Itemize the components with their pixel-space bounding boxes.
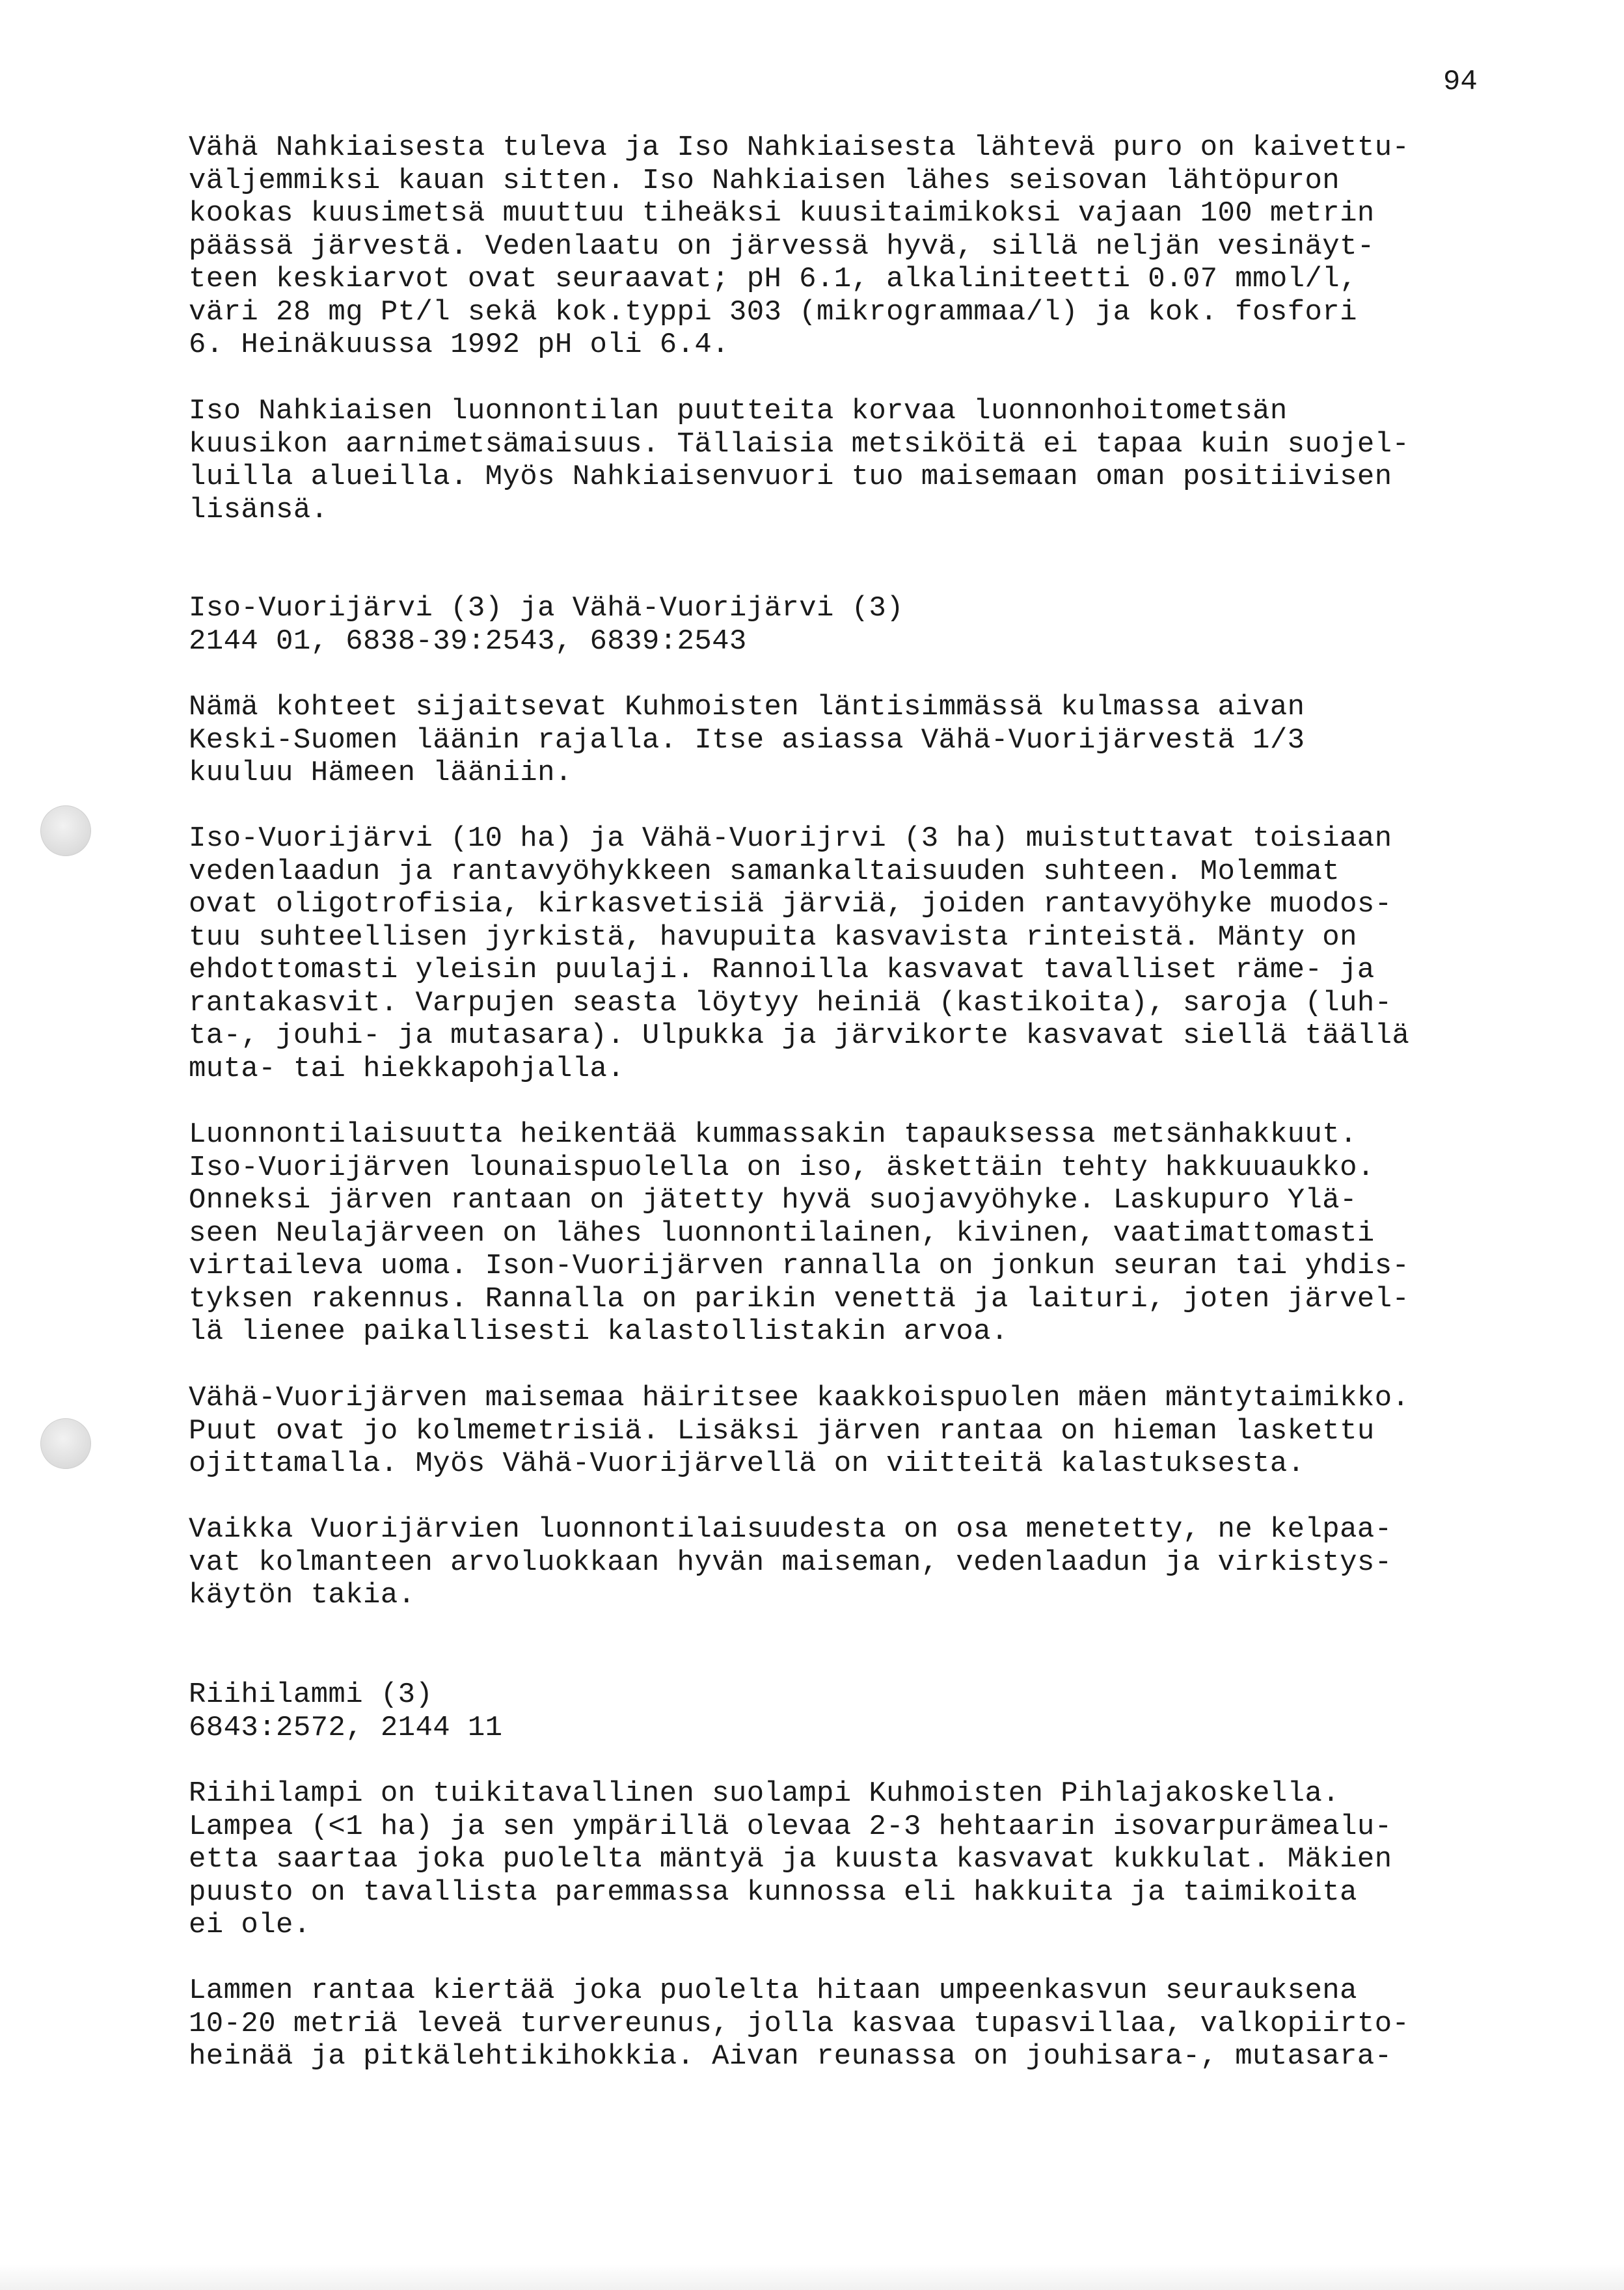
text-line: Iso Nahkiaisen luonnontilan puutteita korvaa luonnonhoitometsän [189, 395, 1288, 427]
text-line: luilla alueilla. Myös Nahkiaisenvuori tuo maisemaan oman positiivisen [189, 461, 1392, 493]
text-line: Keski-Suomen läänin rajalla. Itse asiassa Vähä-Vuorijärvestä 1/3 [189, 723, 1305, 757]
text-line: Riihilammi (3) [189, 1678, 433, 1711]
text-line: Vähä Nahkiaisesta tuleva ja Iso Nahkiaisesta lähtevä puro on kaivettu- [189, 131, 1410, 164]
text-line: muta- tai hiekkapohjalla. [189, 1052, 625, 1085]
text-line: ta-, jouhi- ja mutasara). Ulpukka ja järvikorte kasvavat siellä täällä [189, 1019, 1410, 1052]
punch-hole-icon [40, 805, 91, 856]
text-line: 2144 01, 6838-39:2543, 6839:2543 [189, 625, 747, 658]
section-heading-vuorijarvi [189, 592, 1522, 658]
paragraph-metsanhakkuut [189, 1118, 1522, 1349]
text-line: Luonnontilaisuutta heikentää kummassakin tapauksessa metsänhakkuut. [189, 1118, 1357, 1151]
paragraph-puro [189, 131, 1522, 362]
text-line: vat kolmanteen arvoluokkaan hyvän maiseman, vedenlaadun ja virkistys- [189, 1546, 1392, 1579]
text-line: rantakasvit. Varpujen seasta löytyy heiniä (kastikoita), saroja (luh- [189, 986, 1392, 1019]
text-line: päässä järvestä. Vedenlaatu on järvessä hyvä, sillä neljän vesinäyt- [189, 230, 1375, 263]
paragraph-arvoluokka [189, 1513, 1522, 1612]
text-line: tyksen rakennus. Rannalla on parikin venettä ja laituri, joten järvel- [189, 1282, 1410, 1315]
paragraph-sijainti [189, 691, 1522, 790]
paragraph-maisema [189, 1382, 1522, 1481]
text-line: kuusikon aarnimetsämaisuus. Tällaisia metsiköitä ei tapaa kuin suojel- [189, 427, 1410, 461]
paragraph-luonnontila [189, 395, 1522, 526]
text-line: 6. Heinäkuussa 1992 pH oli 6.4. [189, 329, 729, 361]
text-line: Lammen rantaa kiertää joka puolelta hitaan umpeenkasvun seurauksena [189, 1974, 1357, 2007]
text-line: käytön takia. [189, 1579, 416, 1611]
paragraph-rantaa [189, 1974, 1522, 2073]
text-line: lisänsä. [189, 493, 329, 526]
text-line: ehdottomasti yleisin puulaji. Rannoilla kasvavat tavalliset räme- ja [189, 954, 1375, 986]
text-line: lä lienee paikallisesti kalastollistakin arvoa. [189, 1315, 1008, 1348]
text-line: Iso-Vuorijärven lounaispuolella on iso, äskettäin tehty hakkuuaukko. [189, 1151, 1375, 1184]
text-line: Onneksi järven rantaan on jätetty hyvä suojavyöhyke. Laskupuro Ylä- [189, 1184, 1357, 1217]
text-line: virtaileva uoma. Ison-Vuorijärven rannalla on jonkun seuran tai yhdis- [189, 1250, 1410, 1282]
paragraph-vedenlaatu [189, 822, 1522, 1085]
text-line: Iso-Vuorijärvi (10 ha) ja Vähä-Vuorijrvi (3 ha) muistuttavat toisiaan [189, 822, 1392, 855]
text-line: kookas kuusimetsä muuttuu tiheäksi kuusitaimikoksi vajaan 100 metrin [189, 197, 1375, 230]
text-line: Vähä-Vuorijärven maisemaa häiritsee kaakkoispuolen mäen mäntytaimikko. [189, 1382, 1410, 1414]
text-line: etta saartaa joka puolelta mäntyä ja kuusta kasvavat kukkulat. Mäkien [189, 1843, 1392, 1876]
text-line: ovat oligotrofisia, kirkasvetisiä järviä, joiden rantavyöhyke muodos- [189, 888, 1392, 921]
text-line: väri 28 mg Pt/l sekä kok.typpi 303 (mikrogrammaa/l) ja kok. fosfori [189, 295, 1357, 329]
scan-edge [0, 2264, 1624, 2290]
text-line: Puut ovat jo kolmemetrisiä. Lisäksi järven rantaa on hieman laskettu [189, 1414, 1375, 1448]
text-line: tuu suhteellisen jyrkistä, havupuita kasvavista rinteistä. Mänty on [189, 921, 1357, 954]
text-line: Vaikka Vuorijärvien luonnontilaisuudesta on osa menetetty, ne kelpaa- [189, 1513, 1392, 1546]
punch-hole-icon [40, 1418, 91, 1469]
text-line: teen keskiarvot ovat seuraavat; pH 6.1, alkaliniteetti 0.07 mmol/l, [189, 263, 1357, 295]
text-line: heinää ja pitkälehtikihokkia. Aivan reunassa on jouhisara-, mutasara- [189, 2040, 1392, 2073]
text-line: Nämä kohteet sijaitsevat Kuhmoisten läntisimmässä kulmassa aivan [189, 691, 1305, 723]
text-line: Iso-Vuorijärvi (3) ja Vähä-Vuorijärvi (3) [189, 592, 904, 625]
text-line: ojittamalla. Myös Vähä-Vuorijärvellä on viitteitä kalastuksesta. [189, 1448, 1305, 1480]
text-line: 6843:2572, 2144 11 [189, 1711, 503, 1744]
text-line: 10-20 metriä leveä turvereunus, jolla kasvaa tupasvillaa, valkopiirto- [189, 2007, 1410, 2040]
text-line: puusto on tavallista paremmassa kunnossa eli hakkuita ja taimikoita [189, 1876, 1357, 1909]
page-number: 94 [1443, 66, 1478, 98]
text-line: Riihilampi on tuikitavallinen suolampi Kuhmoisten Pihlajakoskella. [189, 1777, 1340, 1810]
text-line: vedenlaadun ja rantavyöhykkeen samankaltaisuuden suhteen. Molemmat [189, 855, 1340, 888]
text-line: väljemmiksi kauan sitten. Iso Nahkiaisen lähes seisovan lähtöpuron [189, 164, 1340, 197]
text-line: kuuluu Hämeen lääniin. [189, 757, 573, 789]
text-line: ei ole. [189, 1909, 311, 1941]
text-line: seen Neulajärveen on lähes luonnontilainen, kivinen, vaatimattomasti [189, 1217, 1375, 1250]
paragraph-riihilampi [189, 1777, 1522, 1942]
section-heading-riihilammi [189, 1678, 1522, 1744]
text-line: Lampea (<1 ha) ja sen ympärillä olevaa 2-3 hehtaarin isovarpurämealu- [189, 1810, 1392, 1843]
